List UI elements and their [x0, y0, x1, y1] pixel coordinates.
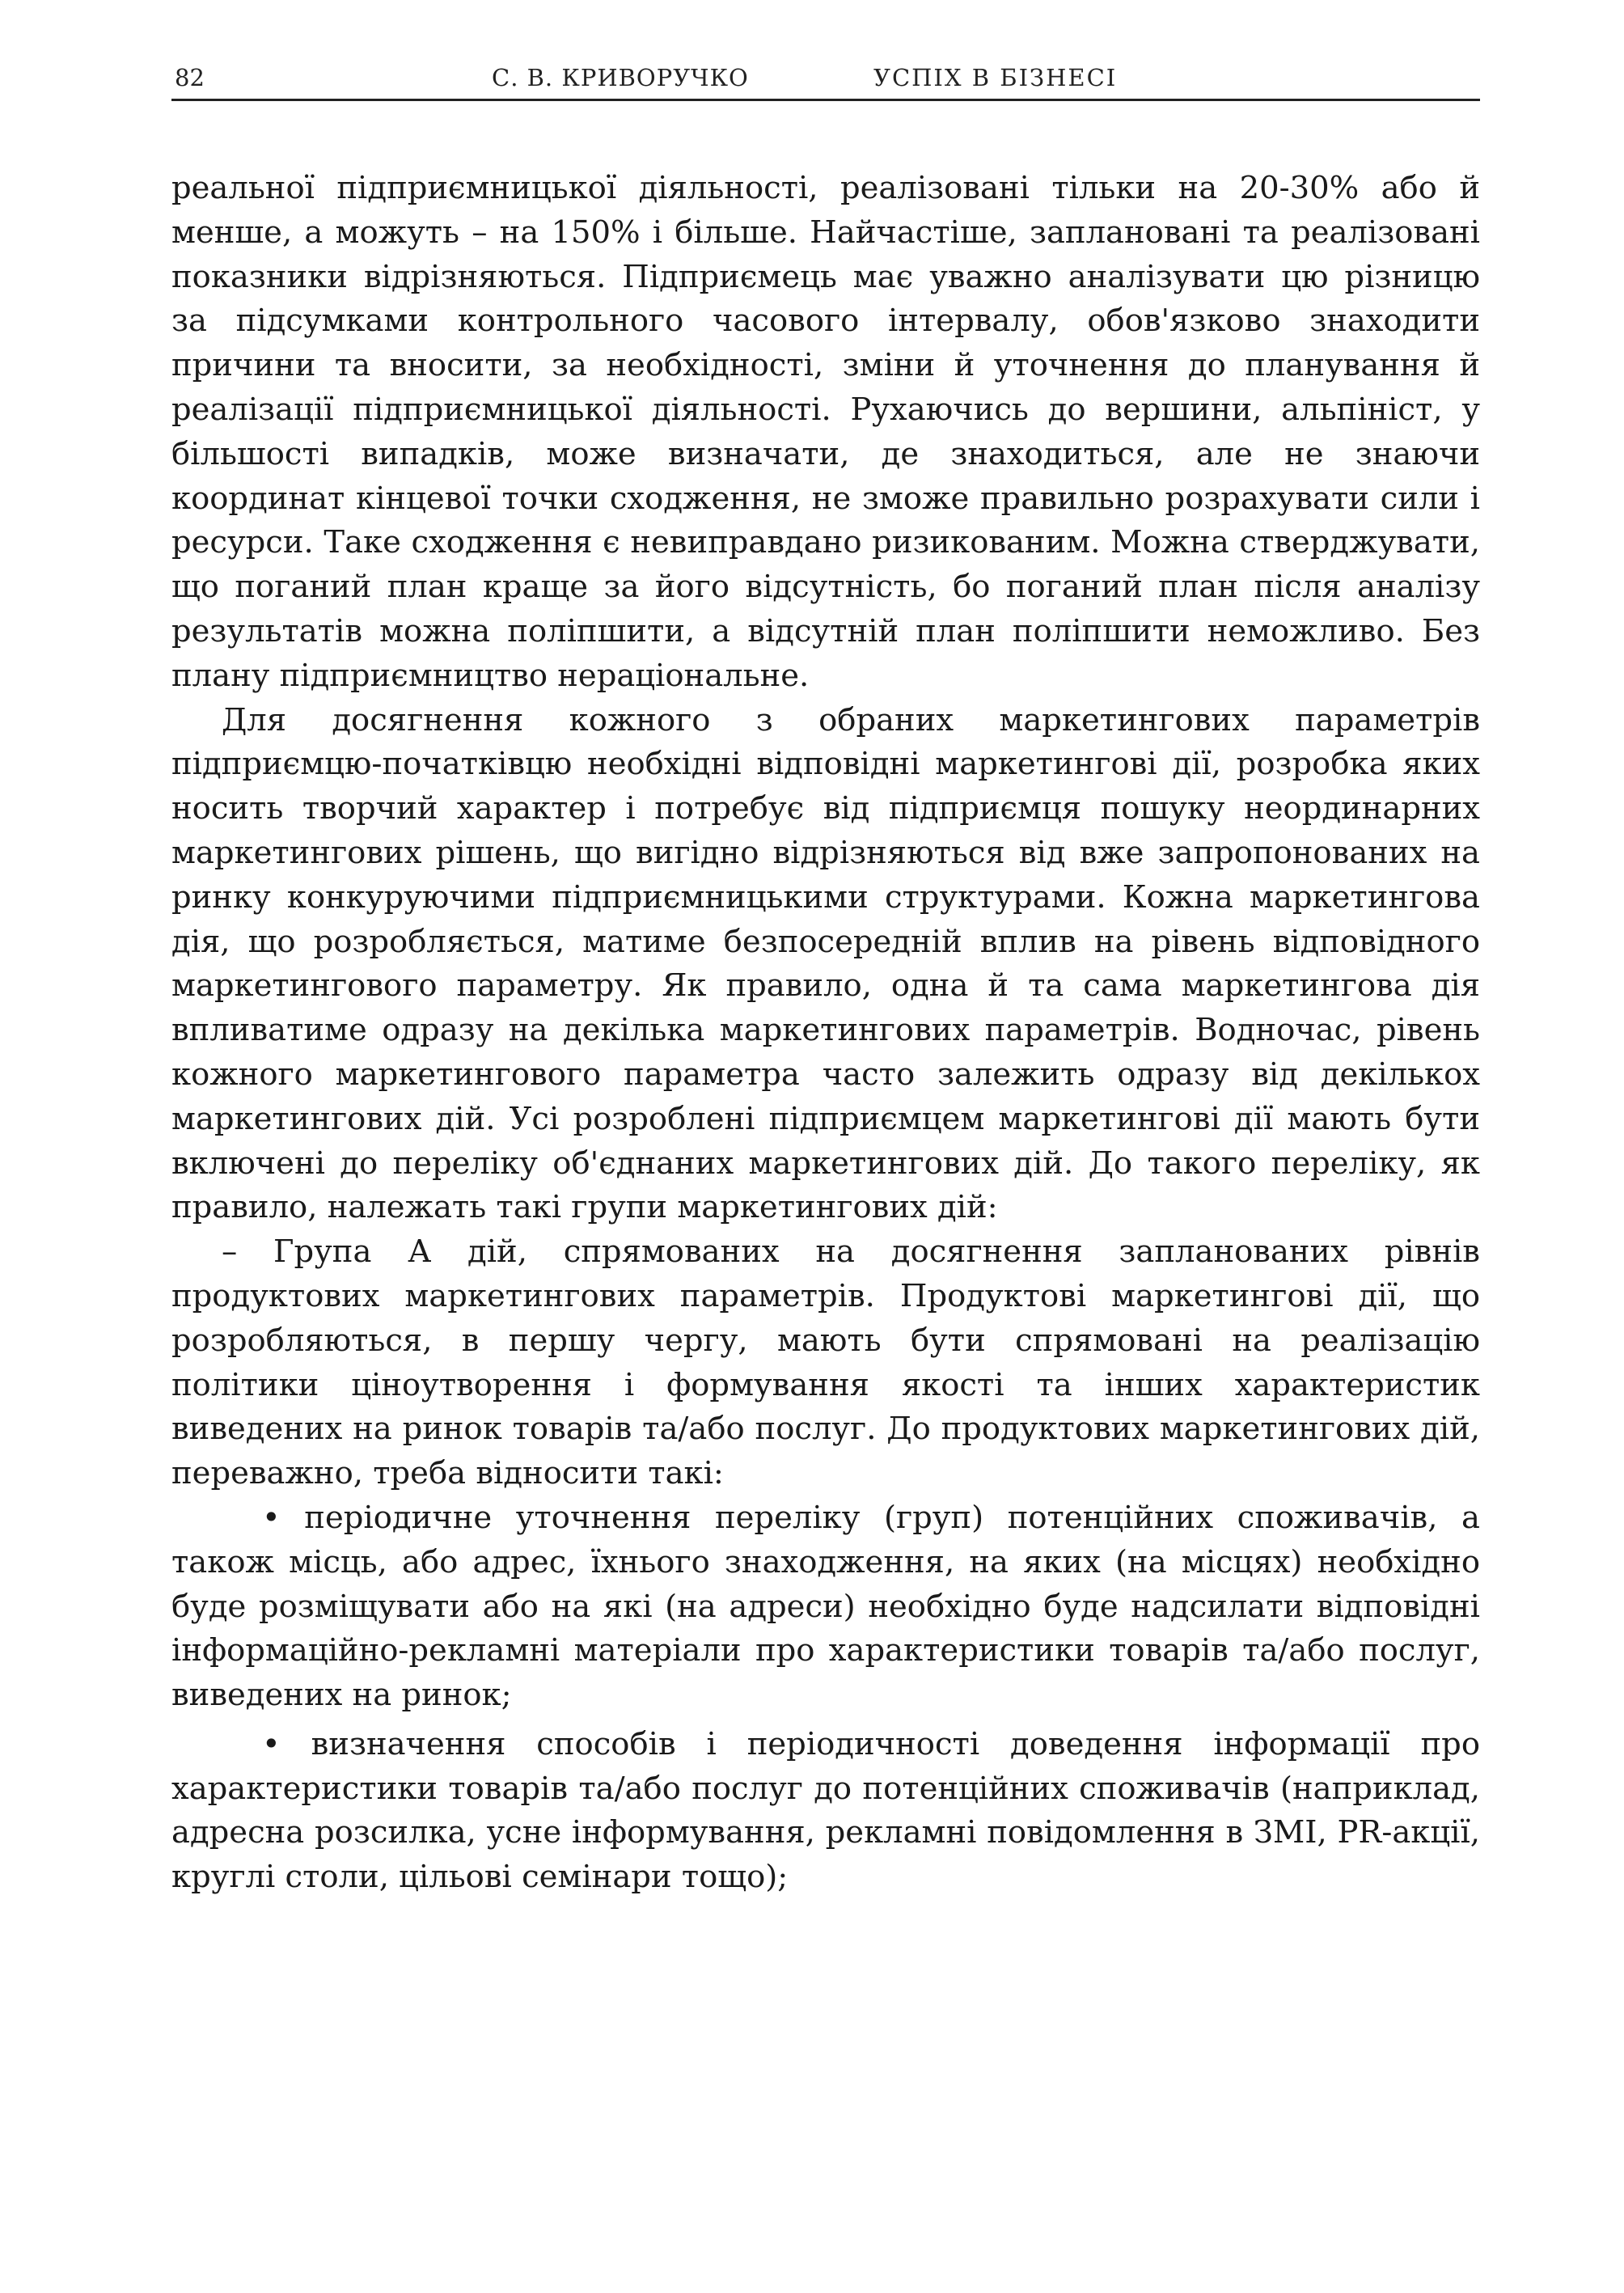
- page-number: 82: [175, 64, 205, 91]
- running-header: [171, 57, 1480, 101]
- paragraph-group-a: – Група А дій, спрямованих на досягнення запланованих рівнів продуктових маркетингових параметрів. Продуктові маркетингові дії, що розробляються, в першу чергу, мають бути спрямовані на реалізацію політики ціноутворення і формування якості та інших характеристик виведених на ринок товарів та/або послуг. До продуктових маркетингових дій, переважно, треба відносити такі:: [171, 1233, 1480, 1492]
- bullet-item-information-methods: • визначення способів і періодичності доведення інформації про характеристики товарів та/або послуг до потенційних споживачів (наприклад, адресна розсилка, усне інформування, рекламні повідомлення в ЗМІ, PR-акції, круглі столи, цільові семінари тощо);: [171, 1725, 1480, 1896]
- paragraph-marketing-actions: Для досягнення кожного з обраних маркетингових параметрів підприємцю-початківцю необхідні відповідні маркетингові дії, розробка яких носить творчий характер і потребує від підприємця пошуку неординарних маркетингових рішень, що вигідно відрізняються від вже запропонованих на ринку конкуруючими підприємницькими структурами. Кожна маркетингова дія, що розробляється, матиме безпосередній вплив на рівень відповідного маркетингового параметру. Як правило, одна й та сама маркетингова дія впливатиме одразу на декілька маркетингових параметрів. Водночас, рівень кожного маркетингового параметра часто залежить одразу від декількох маркетингових дій. Усі розроблені підприємцем маркетингові дії мають бути включені до переліку об'єднаних маркетингових дій. До такого переліку, як правило, належать такі групи маркетингових дій:: [171, 701, 1480, 1226]
- book-title: УСПІХ В БІЗНЕСІ: [873, 64, 1118, 91]
- author-name: С. В. КРИВОРУЧКО: [492, 64, 749, 91]
- page-text: [171, 167, 1480, 1900]
- bullet-item-consumers: • періодичне уточнення переліку (груп) потенційних споживачів, а також місць, або адрес, їхнього знаходження, на яких (на місцях) необхідно буде розміщувати або на які (на адреси) необхідно буде надсилати відповідні інформаційно-рекламні матеріали про характеристики товарів та/або послуг, виведених на ринок;: [171, 1499, 1480, 1714]
- paragraph-continuation: реальної підприємницької діяльності, реалізовані тільки на 20-30% або й менше, а можуть – на 150% і більше. Найчастіше, заплановані та реалізовані показники відрізняються. Підприємець має уважно аналізувати цю різницю за підсумками контрольного часового інтервалу, обов'язково знаходити причини та вносити, за необхідності, зміни й уточнення до планування й реалізації підприємницької діяльності. Рухаючись до вершини, альпініст, у більшості випадків, може визначати, де знаходиться, але не знаючи координат кінцевої точки сходження, не зможе правильно розрахувати сили і ресурси. Таке сходження є невиправдано ризикованим. Можна стверджувати, що поганий план краще за його відсутність, бо поганий план після аналізу результатів можна поліпшити, а відсутній план поліпшити неможливо. Без плану підприємництво нераціональне.: [171, 170, 1480, 694]
